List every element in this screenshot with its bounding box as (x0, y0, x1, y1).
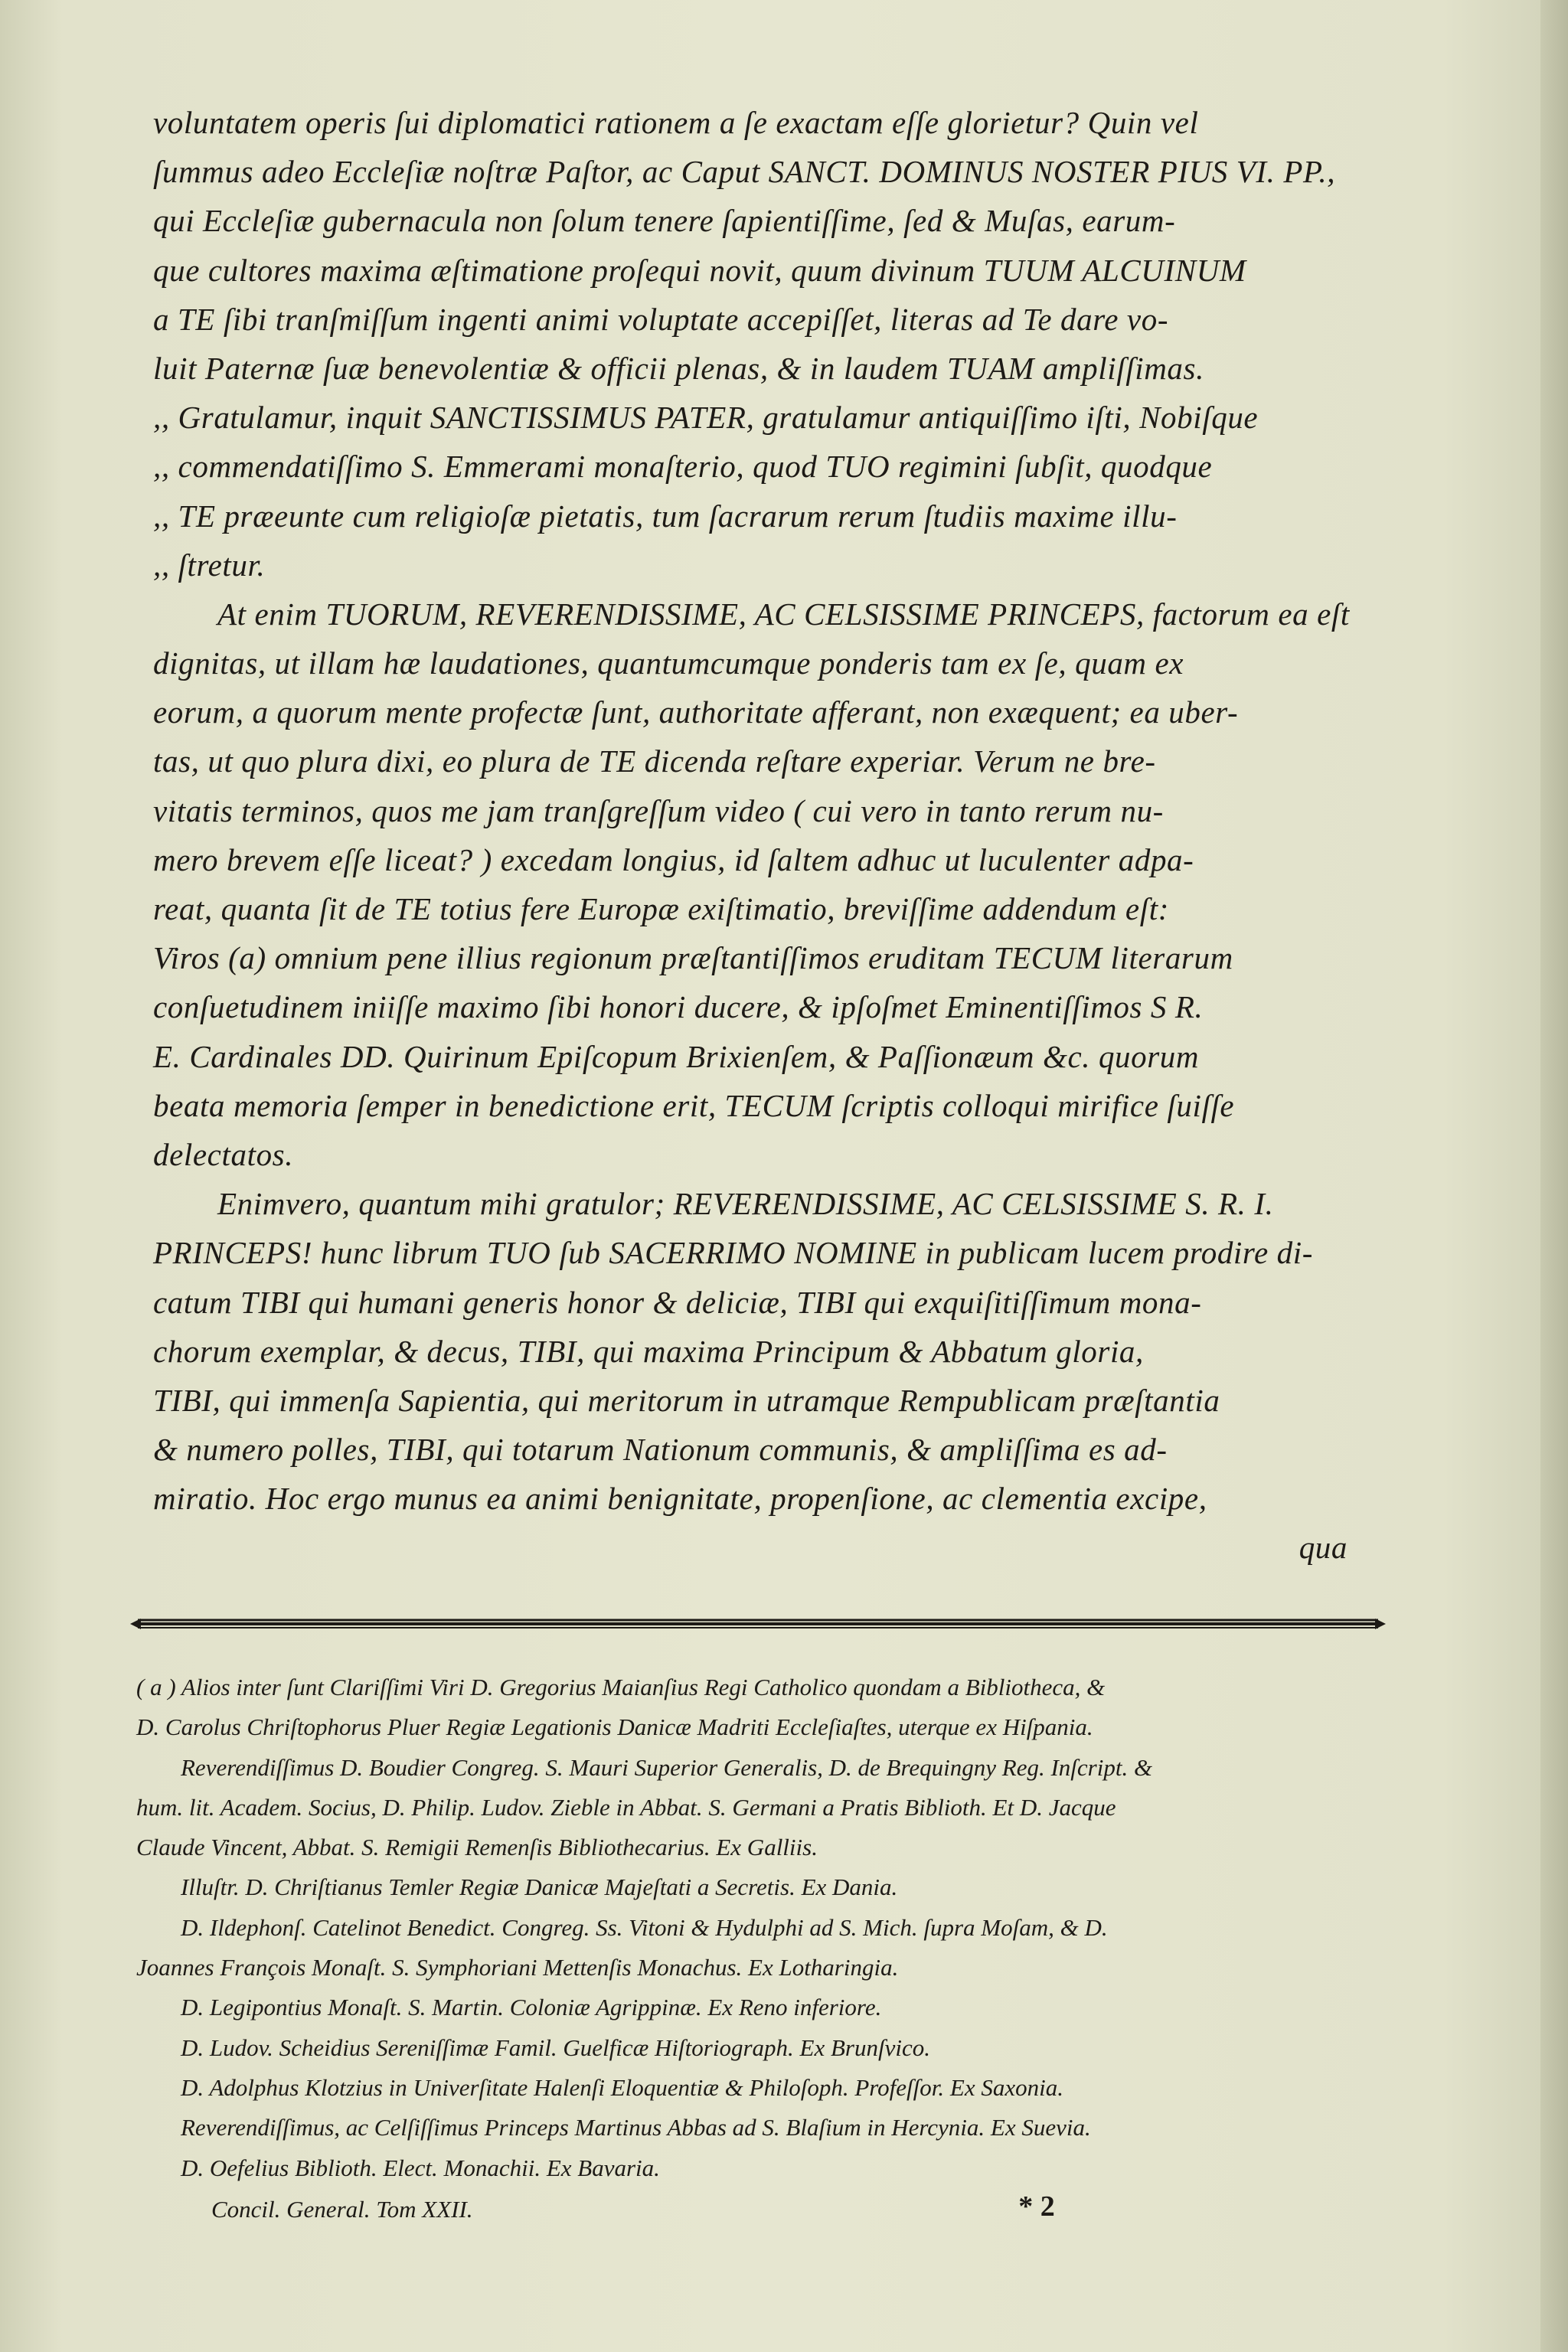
paragraph-start-line: At enim TUORUM, REVERENDISSIME, AC CELSISSIME PRINCEPS, factorum ea eſt (217, 596, 1350, 632)
text-line: beata memoria ſemper in benedictione erit, TECUM ſcriptis colloqui mirifice ſuiſſe (153, 1087, 1235, 1123)
text-line: eorum, a quorum mente profectæ ſunt, authoritate afferant, non exæquent; ea uber- (153, 694, 1239, 730)
text-line: Viros (a) omnium pene illius regionum præſtantiſſimos eruditam TECUM literarum (153, 940, 1233, 976)
ornamental-rule-graphic (130, 1614, 1386, 1632)
text-line: chorum exemplar, & decus, TIBI, qui maxima Principum & Abbatum gloria, (153, 1333, 1144, 1369)
text-line: conſuetudinem iniiſſe maximo ſibi honori ducere, & ipſoſmet Eminentiſſimos S R. (153, 989, 1204, 1025)
footnote-line: Reverendiſſimus D. Boudier Congreg. S. Mauri Superior Generalis, D. de Brequingny Reg. Inſcript. & (181, 1753, 1153, 1781)
footnote-line: Claude Vincent, Abbat. S. Remigii Remenſis Bibliothecarius. Ex Galliis. (136, 1834, 818, 1861)
text-line: miratio. Hoc ergo munus ea animi benignitate, propenſione, ac clementia excipe, (153, 1481, 1207, 1517)
quote-line: ,, ſtretur. (153, 547, 266, 583)
paragraph-start-line: Enimvero, quantum mihi gratulor; REVERENDISSIME, AC CELSISSIME S. R. I. (217, 1186, 1274, 1222)
footer-signature-line: Concil. General. Tom XXII. (211, 2196, 473, 2223)
text-line: reat, quanta ſit de TE totius fere Europæ exiſtimatio, breviſſime addendum eſt: (153, 891, 1169, 926)
footnote-line: D. Adolphus Klotzius in Univerſitate Halenſi Eloquentiæ & Philoſoph. Profeſſor. Ex Saxonia. (181, 2073, 1063, 2101)
footnotes-block (136, 1668, 1392, 2188)
footnote-line: D. Ildephonſ. Catelinot Benedict. Congreg. Ss. Vitoni & Hydulphi ad S. Mich. ſupra Moſam, & D. (181, 1913, 1108, 1941)
footnote-line: D. Ludov. Scheidius Sereniſſimæ Famil. Guelficæ Hiſtoriograph. Ex Brunſvico. (181, 2034, 930, 2061)
quote-line: ,, Gratulamur, inquit SANCTISSIMUS PATER, gratulamur antiquiſſimo iſti, Nobiſque (153, 400, 1259, 436)
footnote-line: Joannes François Monaſt. S. Symphoriani Mettenſis Monachus. Ex Lotharingia. (136, 1954, 899, 1981)
quote-line: ,, TE præeunte cum religioſæ pietatis, tum ſacrarum rerum ſtudiis maxime illu- (153, 498, 1178, 534)
text-line: qui Eccleſiæ gubernacula non ſolum tenere ſapientiſſime, ſed & Muſas, earum- (153, 203, 1176, 239)
sheet-signature-mark: * 2 (1018, 2190, 1055, 2223)
text-line: a TE ſibi tranſmiſſum ingenti animi voluptate accepiſſet, literas ad Te dare vo- (153, 301, 1169, 337)
text-line: catum TIBI qui humani generis honor & deliciæ, TIBI qui exquiſitiſſimum mona- (153, 1284, 1202, 1320)
text-line: PRINCEPS! hunc librum TUO ſub SACERRIMO NOMINE in publicam lucem prodire di- (153, 1235, 1313, 1271)
text-line: mero brevem eſſe liceat? ) excedam longius, id ſaltem adhuc ut luculenter adpa- (153, 841, 1194, 877)
footnote-line: D. Carolus Chriſtophorus Pluer Regiæ Legationis Danicæ Madriti Eccleſiaſtes, uterque ex Hiſpania. (136, 1713, 1093, 1741)
footnote-line: D. Oefelius Biblioth. Elect. Monachii. Ex Bavaria. (181, 2154, 660, 2181)
text-line: & numero polles, TIBI, qui totarum Nationum communis, & ampliſſima es ad- (153, 1432, 1168, 1468)
text-line: ſummus adeo Eccleſiæ noſtræ Paſtor, ac Caput SANCT. DOMINUS NOSTER PIUS VI. PP., (153, 154, 1336, 190)
text-line: E. Cardinales DD. Quirinum Epiſcopum Brixienſem, & Paſſionæum &c. quorum (153, 1038, 1200, 1074)
text-line: luit Paternæ ſuæ benevolentiæ & officii plenas, & in laudem TUAM ampliſſimas. (153, 350, 1204, 386)
text-line: delectatos. (153, 1136, 294, 1172)
text-line: que cultores maxima æſtimatione proſequi novit, quum divinum TUUM ALCUINUM (153, 252, 1246, 288)
catchword: qua (1298, 1530, 1348, 1566)
text-line: TIBI, qui immenſa Sapientia, qui meritorum in utramque Rempublicam præſtantia (153, 1382, 1220, 1418)
footnote-line: Illuſtr. D. Chriſtianus Temler Regiæ Danicæ Majeſtati a Secretis. Ex Dania. (181, 1873, 898, 1901)
page-gutter-shadow (1540, 0, 1568, 2352)
text-line: dignitas, ut illam hæ laudationes, quantumcumque ponderis tam ex ſe, quam ex (153, 645, 1184, 681)
footnote-line: ( a ) Alios inter ſunt Clariſſimi Viri D. Gregorius Maianſius Regi Catholico quondam a Bibliotheca, & (136, 1674, 1106, 1700)
quote-line: ,, commendatiſſimo S. Emmerami monaſterio, quod TUO regimini ſubſit, quodque (153, 449, 1213, 485)
text-line: tas, ut quo plura dixi, eo plura de TE dicenda reſtare experiar. Verum ne bre- (153, 743, 1156, 779)
text-line: vitatis terminos, quos me jam tranſgreſſum video ( cui vero in tanto rerum nu- (153, 792, 1164, 828)
footnote-line: D. Legipontius Monaſt. S. Martin. Coloniæ Agrippinæ. Ex Reno inferiore. (181, 1994, 882, 2021)
footnote-rule (130, 1614, 1386, 1632)
text-line: voluntatem operis ſui diplomatici rationem a ſe exactam eſſe glorietur? Quin vel (153, 105, 1199, 140)
footnote-line: hum. lit. Academ. Socius, D. Philip. Ludov. Zieble in Abbat. S. Germani a Pratis Biblioth. Et D. Jacque (136, 1793, 1116, 1821)
main-text-block (153, 98, 1393, 1573)
footnote-line: Reverendiſſimus, ac Celſiſſimus Princeps Martinus Abbas ad S. Blaſium in Hercynia. Ex Suevia. (181, 2114, 1091, 2141)
